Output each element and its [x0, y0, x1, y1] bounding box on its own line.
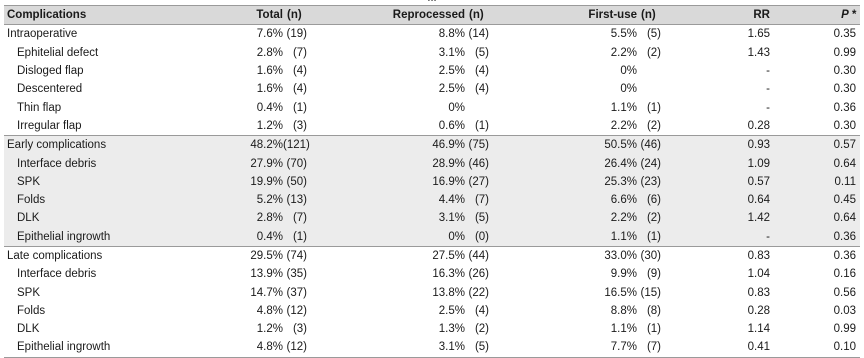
- total-percent: 13.9%: [250, 268, 283, 281]
- table-row: [4, 154, 860, 172]
- total-count: (12): [286, 341, 307, 354]
- first-use-count: (6): [646, 194, 661, 207]
- row-label: SPK: [17, 175, 41, 188]
- complications-table: [4, 5, 860, 358]
- first-use-count: (5): [646, 28, 661, 41]
- total-percent: 4.8%: [256, 304, 283, 317]
- first-use-percent: 1.1%: [610, 230, 637, 243]
- row-label: Thin flap: [17, 101, 62, 114]
- reprocessed-count: (2): [474, 323, 489, 336]
- first-use-count: (1): [646, 230, 661, 243]
- p-value: 0.11: [834, 175, 856, 188]
- table-row: [4, 320, 860, 338]
- row-label: DLK: [17, 323, 40, 336]
- reprocessed-count: (44): [468, 250, 489, 262]
- first-use-count: (1): [646, 323, 661, 336]
- first-use-count: (2): [646, 46, 661, 59]
- first-use-percent: 25.3%: [604, 175, 637, 188]
- first-use-percent: 2.2%: [610, 212, 637, 225]
- reprocessed-count: (26): [468, 268, 489, 281]
- first-use-percent: 1.1%: [610, 101, 637, 114]
- first-use-count: [637, 62, 665, 80]
- first-use-percent: 33.0%: [604, 250, 637, 262]
- p-value: 0.64: [833, 157, 856, 170]
- total-percent: 2.8%: [256, 212, 283, 225]
- reprocessed-percent: 16.9%: [432, 175, 465, 188]
- table-row: [4, 80, 860, 98]
- reprocessed-count: (27): [468, 175, 489, 188]
- reprocessed-percent: 2.5%: [438, 65, 465, 78]
- total-percent: 5.2%: [256, 194, 283, 207]
- row-label: Epithelial ingrowth: [17, 230, 111, 243]
- total-percent: 0.4%: [256, 230, 283, 243]
- total-percent: 1.2%: [256, 323, 283, 336]
- header-complications: Complications: [7, 9, 87, 22]
- relative-risk: 1.65: [747, 28, 770, 41]
- first-use-percent: 26.4%: [604, 157, 637, 170]
- header-reprocessed-n: (n): [469, 9, 484, 22]
- relative-risk: 0.41: [747, 341, 770, 354]
- reprocessed-percent: 0.6%: [438, 119, 465, 132]
- reprocessed-count: (46): [468, 157, 489, 170]
- relative-risk: 1.42: [747, 212, 770, 225]
- relative-risk: 0.64: [747, 194, 770, 207]
- row-label: Irregular flap: [17, 119, 82, 132]
- total-percent: 1.6%: [256, 65, 283, 78]
- first-use-percent: 2.2%: [610, 46, 637, 59]
- p-value: 0.36: [833, 230, 856, 243]
- reprocessed-percent: 3.1%: [438, 341, 465, 354]
- total-count: (7): [292, 46, 307, 59]
- row-label: Ephitelial defect: [17, 46, 99, 59]
- first-use-percent: 50.5%: [604, 139, 637, 152]
- table-row: [4, 228, 860, 247]
- table-row: [4, 191, 860, 209]
- first-use-count: (8): [646, 304, 661, 317]
- reprocessed-count: (1): [474, 119, 489, 132]
- reprocessed-percent: 13.8%: [432, 286, 465, 299]
- total-count: (50): [286, 175, 307, 188]
- reprocessed-percent: 27.5%: [432, 250, 465, 262]
- first-use-count: (23): [640, 175, 661, 188]
- reprocessed-percent: 8.8%: [438, 28, 465, 41]
- reprocessed-count: (0): [474, 230, 489, 243]
- reprocessed-count: (5): [474, 212, 489, 225]
- p-value: 0.36: [833, 101, 856, 114]
- relative-risk: 0.83: [747, 250, 770, 262]
- relative-risk: 1.09: [747, 157, 770, 170]
- row-label: Folds: [17, 304, 46, 317]
- reprocessed-count: (7): [474, 194, 489, 207]
- p-value: 0.30: [833, 83, 856, 96]
- reprocessed-percent: 2.5%: [438, 304, 465, 317]
- row-label: DLK: [17, 212, 40, 225]
- first-use-count: (2): [646, 212, 661, 225]
- header-first-use: First-use: [588, 9, 637, 22]
- header-total-n: (n): [287, 9, 302, 22]
- reprocessed-percent: 46.9%: [432, 139, 465, 152]
- p-value: 0.45: [833, 194, 856, 207]
- total-count: (1): [292, 101, 307, 114]
- total-count: (35): [286, 268, 307, 281]
- header-total: Total: [256, 9, 283, 22]
- reprocessed-percent: 0%: [448, 230, 465, 243]
- row-label: SPK: [17, 286, 41, 299]
- total-percent: 0.4%: [256, 101, 283, 114]
- relative-risk: 1.04: [747, 268, 770, 281]
- relative-risk: -: [766, 83, 770, 96]
- relative-risk: -: [766, 230, 770, 243]
- first-use-count: [637, 80, 665, 98]
- first-use-percent: 0%: [620, 65, 637, 78]
- total-count: (13): [286, 194, 307, 207]
- total-percent: 2.8%: [256, 46, 283, 59]
- first-use-percent: 9.9%: [610, 268, 637, 281]
- first-use-count: (2): [646, 119, 661, 132]
- total-percent: 1.2%: [256, 119, 283, 132]
- table-row: [4, 117, 860, 136]
- row-label: Folds: [17, 194, 46, 207]
- first-use-percent: 7.7%: [610, 341, 637, 354]
- reprocessed-count: (4): [474, 304, 489, 317]
- total-percent: 14.7%: [250, 286, 283, 299]
- first-use-count: (15): [640, 286, 661, 299]
- p-value: 0.36: [833, 250, 856, 262]
- p-value: 0.30: [833, 65, 856, 78]
- table-row: [4, 283, 860, 301]
- relative-risk: -: [766, 101, 770, 114]
- relative-risk: 1.14: [747, 323, 770, 336]
- p-value: 0.30: [833, 119, 856, 132]
- row-label: Late complications: [7, 250, 103, 262]
- row-label: Descentered: [17, 83, 83, 96]
- first-use-count: (30): [640, 250, 661, 262]
- first-use-count: (7): [646, 341, 661, 354]
- reprocessed-count: (22): [468, 286, 489, 299]
- reprocessed-percent: 16.3%: [432, 268, 465, 281]
- header-first-use-n: (n): [641, 9, 656, 22]
- table-row: [4, 246, 860, 265]
- reprocessed-percent: 3.1%: [438, 212, 465, 225]
- reprocessed-count: (5): [474, 46, 489, 59]
- p-value: 0.16: [833, 268, 856, 281]
- total-percent: 1.6%: [256, 83, 283, 96]
- table-header: [4, 6, 860, 25]
- first-use-percent: 6.6%: [610, 194, 637, 207]
- reprocessed-count: [465, 98, 493, 116]
- relative-risk: 0.28: [747, 304, 770, 317]
- first-use-percent: 2.2%: [610, 119, 637, 132]
- reprocessed-count: (4): [474, 65, 489, 78]
- relative-risk: 0.93: [747, 139, 770, 152]
- header-rr: RR: [753, 9, 770, 22]
- first-use-percent: 16.5%: [604, 286, 637, 299]
- reprocessed-percent: 2.5%: [438, 83, 465, 96]
- total-count: (4): [292, 83, 307, 96]
- p-value: 0.10: [833, 341, 856, 354]
- p-value: 0.64: [833, 212, 856, 225]
- table-row: [4, 338, 860, 357]
- p-value: 0.99: [833, 46, 856, 59]
- first-use-percent: 0%: [620, 83, 637, 96]
- total-percent: 48.2%: [250, 139, 283, 152]
- table-row: [4, 62, 860, 80]
- table-row: [4, 136, 860, 155]
- row-label: Intraoperative: [7, 28, 78, 41]
- table-row: [4, 25, 860, 44]
- reprocessed-percent: 28.9%: [432, 157, 465, 170]
- total-count: (19): [286, 28, 307, 41]
- table-row: [4, 173, 860, 191]
- total-percent: 29.5%: [250, 250, 283, 262]
- relative-risk: 0.83: [747, 286, 770, 299]
- first-use-count: (24): [640, 157, 661, 170]
- total-percent: 7.6%: [256, 28, 283, 41]
- total-percent: 27.9%: [250, 157, 283, 170]
- row-label: Interface debris: [17, 157, 97, 170]
- row-label: Epithelial ingrowth: [17, 341, 111, 354]
- table-row: [4, 302, 860, 320]
- relative-risk: -: [766, 65, 770, 78]
- reprocessed-percent: 4.4%: [438, 194, 465, 207]
- first-use-count: (9): [646, 268, 661, 281]
- total-count: (1): [292, 230, 307, 243]
- total-count: (37): [286, 286, 307, 299]
- row-label: Disloged flap: [17, 65, 84, 78]
- total-percent: 19.9%: [250, 175, 283, 188]
- total-count: (3): [292, 323, 307, 336]
- header-reprocessed: Reprocessed: [392, 9, 465, 22]
- table-row: [4, 209, 860, 227]
- p-value: 0.99: [833, 323, 856, 336]
- first-use-percent: 8.8%: [610, 304, 637, 317]
- table-row: [4, 265, 860, 283]
- total-percent: 4.8%: [256, 341, 283, 354]
- total-count: (12): [286, 304, 307, 317]
- header-p: P *: [841, 9, 856, 22]
- p-value: 0.57: [833, 139, 856, 152]
- table-row: [4, 44, 860, 62]
- caption-fragment: [0, 0, 864, 4]
- table-row: [4, 98, 860, 116]
- reprocessed-count: (5): [474, 341, 489, 354]
- relative-risk: 0.28: [747, 119, 770, 132]
- row-label: Interface debris: [17, 268, 97, 281]
- total-count: (7): [292, 212, 307, 225]
- reprocessed-count: (14): [468, 28, 489, 41]
- p-value: 0.03: [833, 304, 856, 317]
- p-value: 0.35: [833, 28, 856, 41]
- first-use-percent: 1.1%: [610, 323, 637, 336]
- reprocessed-count: (75): [468, 139, 489, 152]
- relative-risk: 0.57: [747, 175, 770, 188]
- first-use-count: (46): [640, 139, 661, 152]
- p-value: 0.56: [833, 286, 856, 299]
- total-count: (121): [283, 139, 310, 152]
- reprocessed-percent: 1.3%: [438, 323, 465, 336]
- first-use-percent: 5.5%: [610, 28, 637, 41]
- total-count: (74): [286, 250, 307, 262]
- reprocessed-count: (4): [474, 83, 489, 96]
- first-use-count: (1): [646, 101, 661, 114]
- table-body: [4, 25, 860, 357]
- reprocessed-percent: 0%: [448, 101, 465, 114]
- total-count: (4): [292, 65, 307, 78]
- total-count: (70): [286, 157, 307, 170]
- row-label: Early complications: [7, 139, 107, 152]
- total-count: (3): [292, 119, 307, 132]
- reprocessed-percent: 3.1%: [438, 46, 465, 59]
- relative-risk: 1.43: [747, 46, 770, 59]
